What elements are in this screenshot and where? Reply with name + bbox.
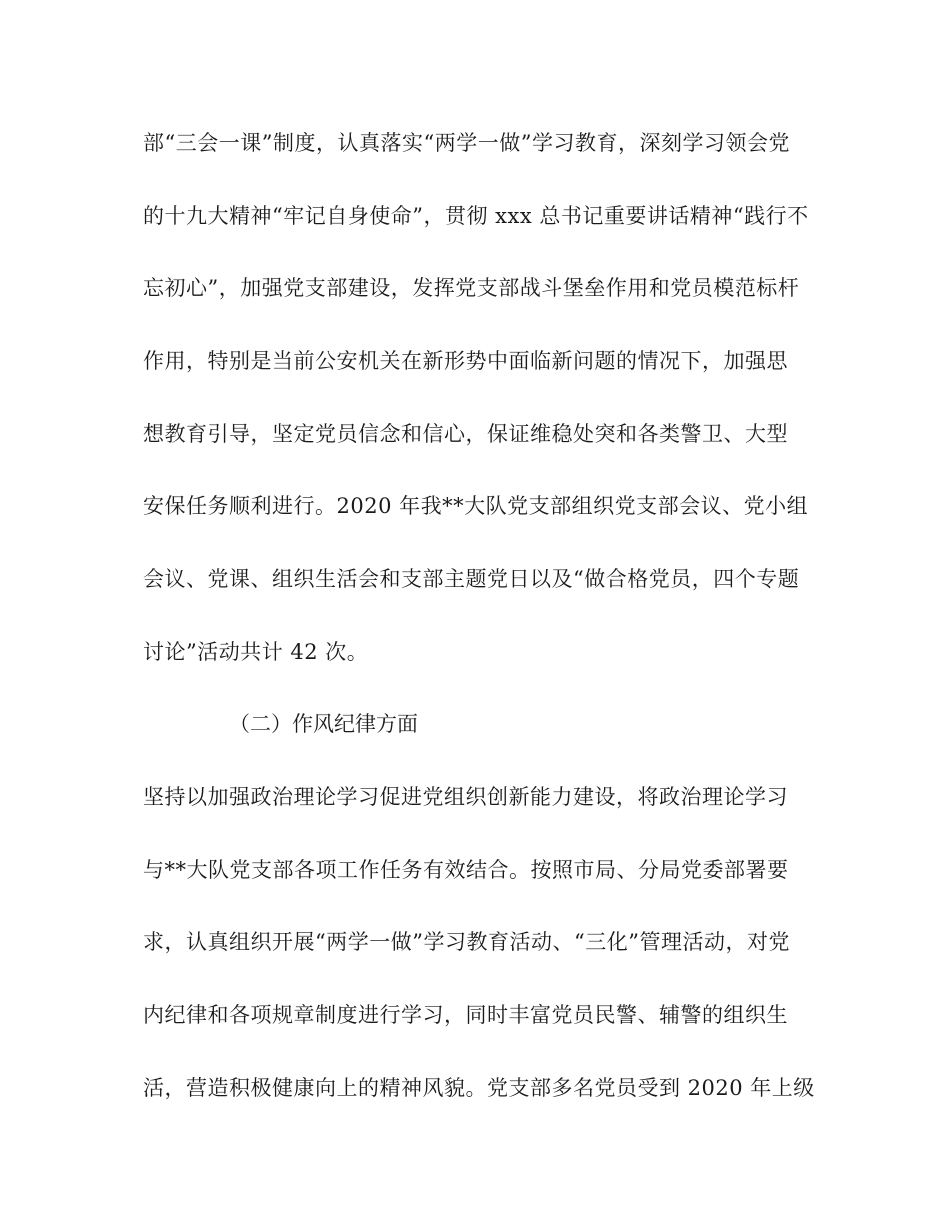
- paragraph-1-line-4: 作用，特别是当前公安机关在新形势中面临新问题的情况下，加强思: [143, 349, 788, 373]
- paragraph-1-line-7: 会议、党课、组织生活会和支部主题党日以及“做合格党员，四个专题: [143, 567, 800, 591]
- paragraph-1-line-2: 的十九大精神“牢记自身使命”，贯彻 xxx 总书记重要讲话精神“践行不: [143, 204, 809, 228]
- paragraph-1-line-1: 部“三会一课”制度，认真落实“两学一做”学习教育，深刻学习领会党: [143, 131, 790, 155]
- paragraph-2-line-4: 内纪律和各项规章制度进行学习，同时丰富党员民警、辅警的组织生: [143, 1003, 788, 1027]
- paragraph-2-line-2: 与**大队党支部各项工作任务有效结合。按照市局、分局党委部署要: [143, 858, 789, 882]
- paragraph-2-line-3: 求，认真组织开展“两学一做”学习教育活动、“三化”管理活动，对党: [143, 930, 790, 954]
- paragraph-1-line-5: 想教育引导，坚定党员信念和信心，保证维稳处突和各类警卫、大型: [143, 422, 788, 446]
- paragraph-2-line-1: 坚持以加强政治理论学习促进党组织创新能力建设，将政治理论学习: [143, 785, 788, 809]
- paragraph-2-line-5: 活，营造积极健康向上的精神风貌。党支部多名党员受到 2020 年上级: [143, 1076, 815, 1100]
- paragraph-1-line-3: 忘初心”，加强党支部建设，发挥党支部战斗堡垒作用和党员模范标杆: [143, 276, 800, 300]
- section-heading: （二）作风纪律方面: [229, 712, 418, 736]
- paragraph-1-line-8: 讨论”活动共计 42 次。: [143, 640, 369, 664]
- paragraph-1-line-6: 安保任务顺利进行。2020 年我**大队党支部组织党支部会议、党小组: [143, 494, 809, 518]
